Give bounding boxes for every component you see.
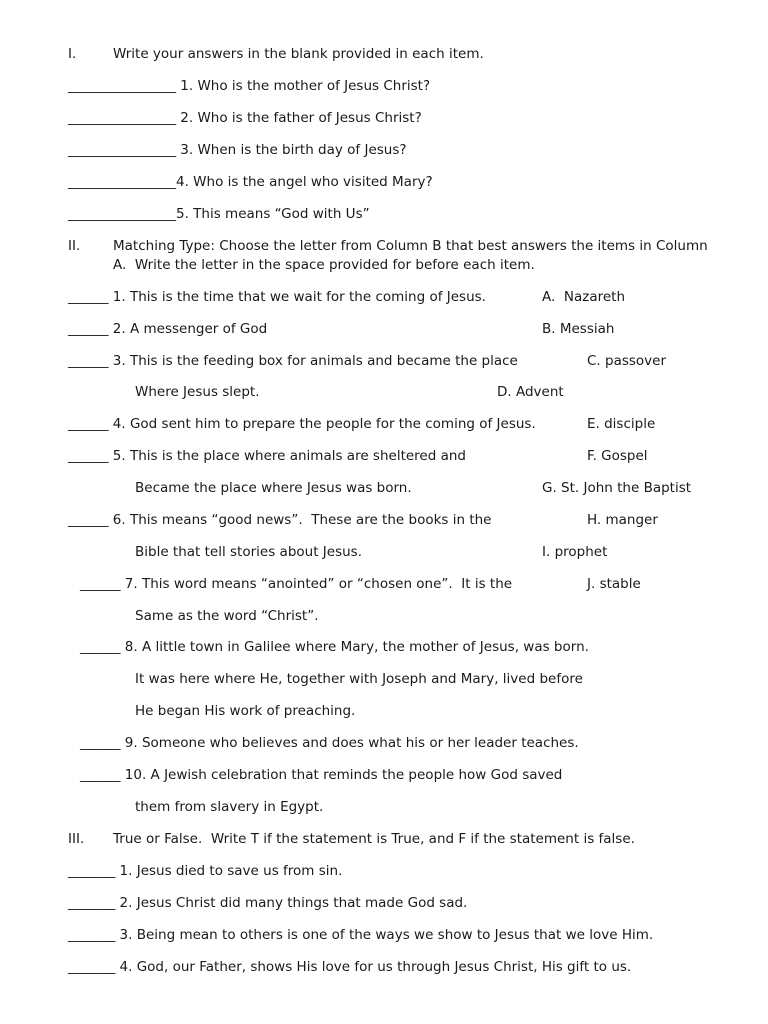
matching-item-9: ______ 9. Someone who believes and does what his or her leader teaches. xyxy=(80,735,579,751)
matching-item-8-cont2: He began His work of preaching. xyxy=(135,703,356,719)
section3-numeral: III. xyxy=(68,831,85,847)
matching-item-7-cont: Same as the word “Christ”. xyxy=(135,608,319,624)
section2-instruction-line1: Matching Type: Choose the letter from Column B that best answers the items in Column xyxy=(113,238,708,254)
matching-item-5: ______ 5. This is the place where animals are sheltered and xyxy=(68,448,466,464)
matching-item-7: ______ 7. This word means “anointed” or “chosen one”. It is the xyxy=(80,576,513,592)
choice-j: J. stable xyxy=(587,576,641,592)
section1-numeral: I. xyxy=(68,46,77,62)
section2-instruction-line2: A. Write the letter in the space provided for before each item. xyxy=(113,257,535,273)
matching-item-3: ______ 3. This is the feeding box for animals and became the place xyxy=(68,353,518,369)
matching-item-10: ______ 10. A Jewish celebration that reminds the people how God saved xyxy=(80,767,563,783)
section1-item-1: ________________ 1. Who is the mother of Jesus Christ? xyxy=(68,78,431,94)
choice-g: G. St. John the Baptist xyxy=(542,480,692,496)
choice-i: I. prophet xyxy=(542,544,608,560)
section1-instruction: Write your answers in the blank provided in each item. xyxy=(113,46,484,62)
matching-item-6: ______ 6. This means “good news”. These are the books in the xyxy=(68,512,492,528)
true-false-item-3: _______ 3. Being mean to others is one of the ways we show to Jesus that we love Him. xyxy=(68,927,654,943)
choice-c: C. passover xyxy=(587,353,667,369)
choice-f: F. Gospel xyxy=(587,448,648,464)
matching-item-2: ______ 2. A messenger of God xyxy=(68,321,268,337)
matching-item-5-cont: Became the place where Jesus was born. xyxy=(135,480,412,496)
matching-item-8-cont1: It was here where He, together with Joseph and Mary, lived before xyxy=(135,671,583,687)
true-false-item-1: _______ 1. Jesus died to save us from sin. xyxy=(68,863,343,879)
choice-a: A. Nazareth xyxy=(542,289,626,305)
choice-b: B. Messiah xyxy=(542,321,615,337)
choice-e: E. disciple xyxy=(587,416,656,432)
true-false-item-4: _______ 4. God, our Father, shows His love for us through Jesus Christ, His gift to us. xyxy=(68,959,632,975)
matching-item-3-cont: Where Jesus slept. xyxy=(135,384,260,400)
matching-item-6-cont: Bible that tell stories about Jesus. xyxy=(135,544,362,560)
section1-item-4: ________________4. Who is the angel who visited Mary? xyxy=(68,174,433,190)
section1-item-5: ________________5. This means “God with Us” xyxy=(68,206,370,222)
section3-instruction: True or False. Write T if the statement is True, and F if the statement is false. xyxy=(113,831,635,847)
section1-item-3: ________________ 3. When is the birth day of Jesus? xyxy=(68,142,407,158)
true-false-item-2: _______ 2. Jesus Christ did many things that made God sad. xyxy=(68,895,468,911)
matching-item-4: ______ 4. God sent him to prepare the people for the coming of Jesus. xyxy=(68,416,536,432)
matching-item-10-cont: them from slavery in Egypt. xyxy=(135,799,324,815)
section1-item-2: ________________ 2. Who is the father of Jesus Christ? xyxy=(68,110,422,126)
section2-numeral: II. xyxy=(68,238,81,254)
matching-item-1: ______ 1. This is the time that we wait for the coming of Jesus. xyxy=(68,289,486,305)
matching-item-8: ______ 8. A little town in Galilee where Mary, the mother of Jesus, was born. xyxy=(80,639,589,655)
choice-d: D. Advent xyxy=(497,384,564,400)
choice-h: H. manger xyxy=(587,512,658,528)
